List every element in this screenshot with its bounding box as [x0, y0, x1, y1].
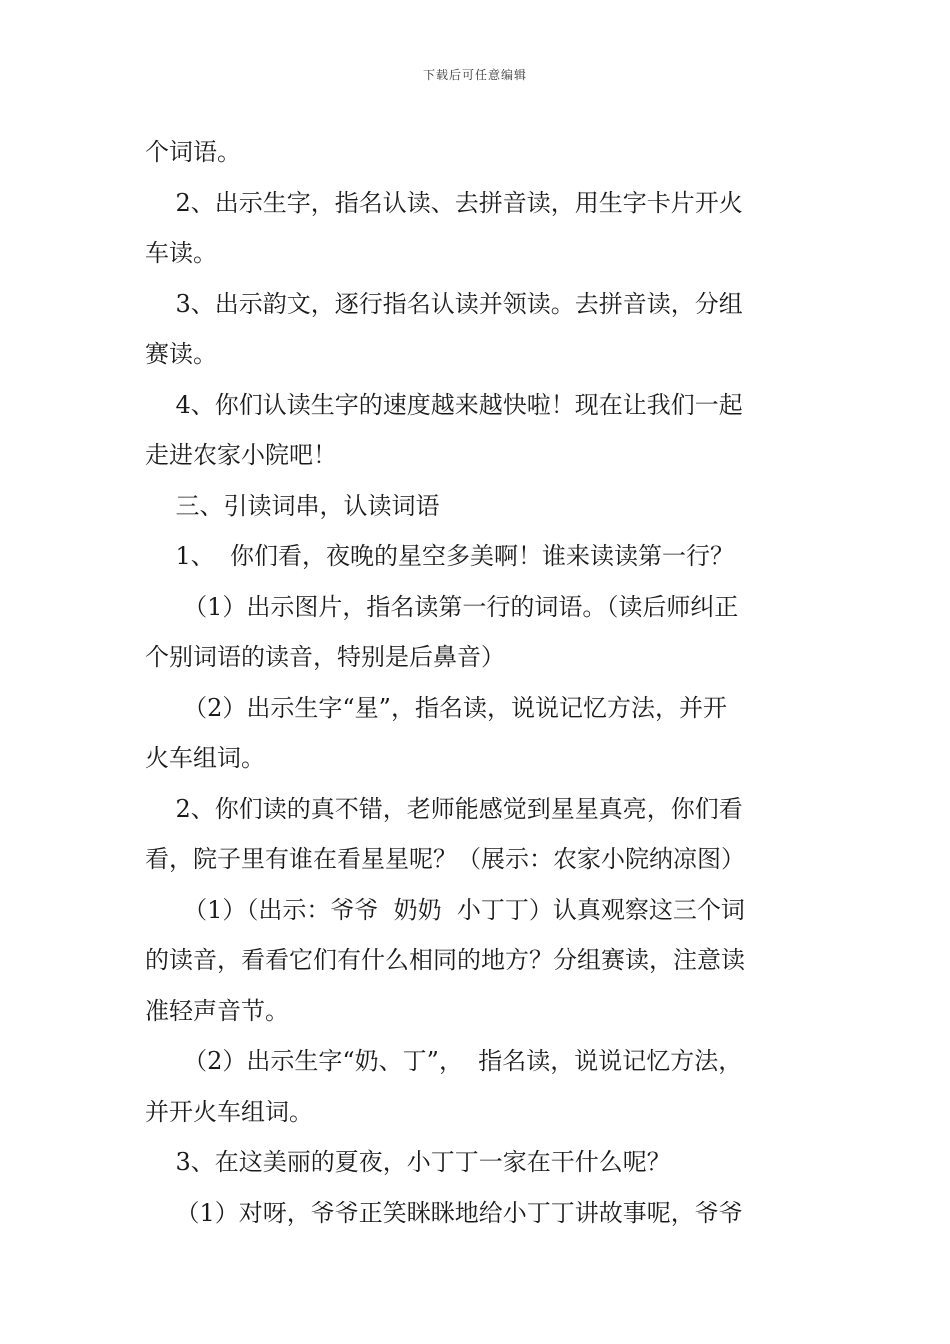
text-line: 走进农家小院吧！ — [145, 441, 337, 469]
text-line: （1）出示图片，指名读第一行的词语。（读后师纠正 — [145, 592, 739, 621]
text-line: （2）出示生字“奶、丁”， 指名读，说说记忆方法， — [145, 1047, 743, 1075]
text-line: 2、你们读的真不错，老师能感觉到星星真亮，你们看 — [145, 794, 743, 823]
text-line: 看，院子里有谁在看星星呢？（展示：农家小院纳凉图） — [145, 845, 745, 873]
text-line: 的读音，看看它们有什么相同的地方？分组赛读，注意读 — [145, 946, 745, 974]
text-line: 赛读。 — [145, 340, 217, 368]
text-line: （1）对呀，爷爷正笑眯眯地给小丁丁讲故事呢，爷爷 — [145, 1198, 743, 1227]
document-body — [145, 127, 810, 1238]
section-heading: 三、引读词串，认读词语 — [145, 491, 440, 520]
text-line: （2）出示生字“星”，指名读，说说记忆方法，并开 — [145, 693, 727, 722]
text-line: 准轻声音节。 — [145, 996, 289, 1025]
text-line: 个词语。 — [145, 138, 241, 166]
text-line: 2、出示生字，指名认读、去拼音读，用生字卡片开火 — [145, 188, 743, 217]
text-line: 3、出示韵文，逐行指名认读并领读。去拼音读，分组 — [145, 289, 743, 318]
text-line: 3、在这美丽的夏夜，小丁丁一家在干什么呢？ — [145, 1148, 671, 1176]
text-line: 个别词语的读音，特别是后鼻音） — [145, 643, 505, 671]
text-line: （1）（出示：爷爷 奶奶 小丁丁）认真观察这三个词 — [145, 895, 745, 924]
text-line: 并开火车组词。 — [145, 1097, 313, 1126]
page-header: 下载后可任意编辑 — [422, 68, 527, 82]
text-line: 火车组词。 — [145, 744, 265, 772]
text-line: 1、 你们看，夜晚的星空多美啊！谁来读读第一行？ — [145, 542, 735, 570]
text-line: 车读。 — [145, 239, 217, 267]
text-line: 4、你们认读生字的速度越来越快啦！现在让我们一起 — [145, 390, 743, 419]
